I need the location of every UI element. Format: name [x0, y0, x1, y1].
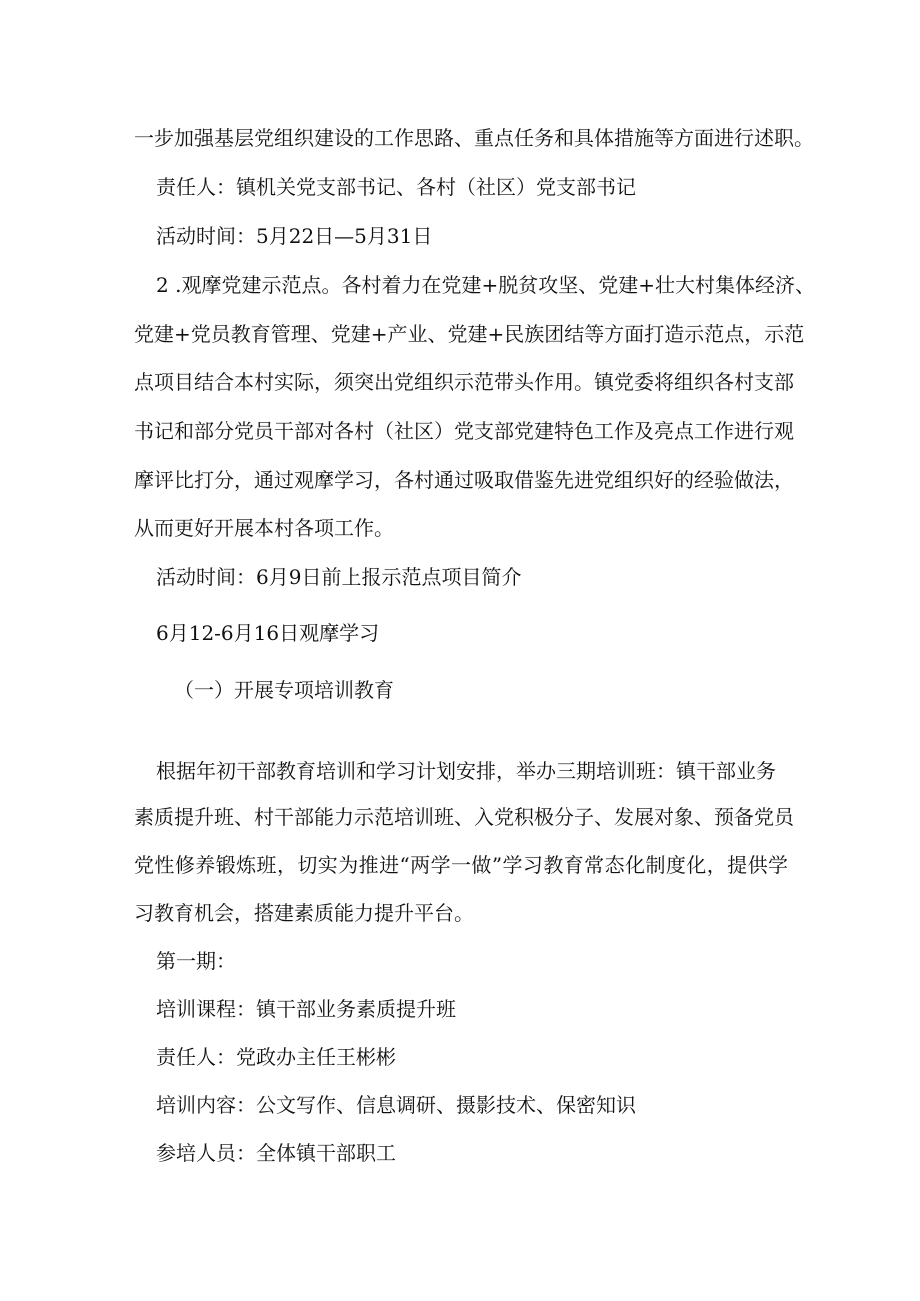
- responsible-person-line: 责任人：镇机关党支部书记、各村（社区）党支部书记: [156, 175, 636, 199]
- paragraph-line: 书记和部分党员干部对各村（社区）党支部党建特色工作及亮点工作进行观: [134, 419, 794, 443]
- observation-date-line: 6月12-6月16日观摩学习: [156, 621, 380, 645]
- paragraph-line: 摩评比打分，通过观摩学习，各村通过吸取借鉴先进党组织好的经验做法，: [134, 468, 794, 492]
- paragraph-line: 党性修养锻炼班，切实为推进“两学一做”学习教育常态化制度化，提供学: [134, 853, 788, 877]
- training-content-line: 培训内容：公文写作、信息调研、摄影技术、保密知识: [156, 1093, 636, 1117]
- responsible-person-line: 责任人：党政办主任王彬彬: [156, 1045, 396, 1069]
- section-heading: （一）开展专项培训教育: [174, 678, 394, 702]
- paragraph-line: 素质提升班、村干部能力示范培训班、入党积极分子、发展对象、预备党员: [134, 805, 794, 829]
- training-course-line: 培训课程：镇干部业务素质提升班: [156, 997, 456, 1021]
- activity-time-line: 活动时间：5月22日—5月31日: [156, 224, 433, 248]
- item-2-heading-line: 2 .观摩党建示范点。各村着力在党建+脱贫攻坚、党建+壮大村集体经济、: [156, 273, 815, 297]
- session-label: 第一期：: [156, 949, 236, 973]
- paragraph-line: 从而更好开展本村各项工作。: [134, 516, 394, 540]
- paragraph-line: 党建+党员教育管理、党建+产业、党建+民族团结等方面打造示范点，示范: [134, 322, 805, 346]
- paragraph-line: 点项目结合本村实际，须突出党组织示范带头作用。镇党委将组织各村支部: [134, 370, 794, 394]
- paragraph-line: 一步加强基层党组织建设的工作思路、重点任务和具体措施等方面进行述职。: [134, 126, 814, 150]
- activity-time-line: 活动时间：6月9日前上报示范点项目简介: [156, 565, 522, 589]
- paragraph-line: 根据年初干部教育培训和学习计划安排，举办三期培训班：镇干部业务: [156, 759, 776, 783]
- participants-line: 参培人员：全体镇干部职工: [156, 1141, 396, 1165]
- paragraph-line: 习教育机会，搭建素质能力提升平台。: [134, 901, 474, 925]
